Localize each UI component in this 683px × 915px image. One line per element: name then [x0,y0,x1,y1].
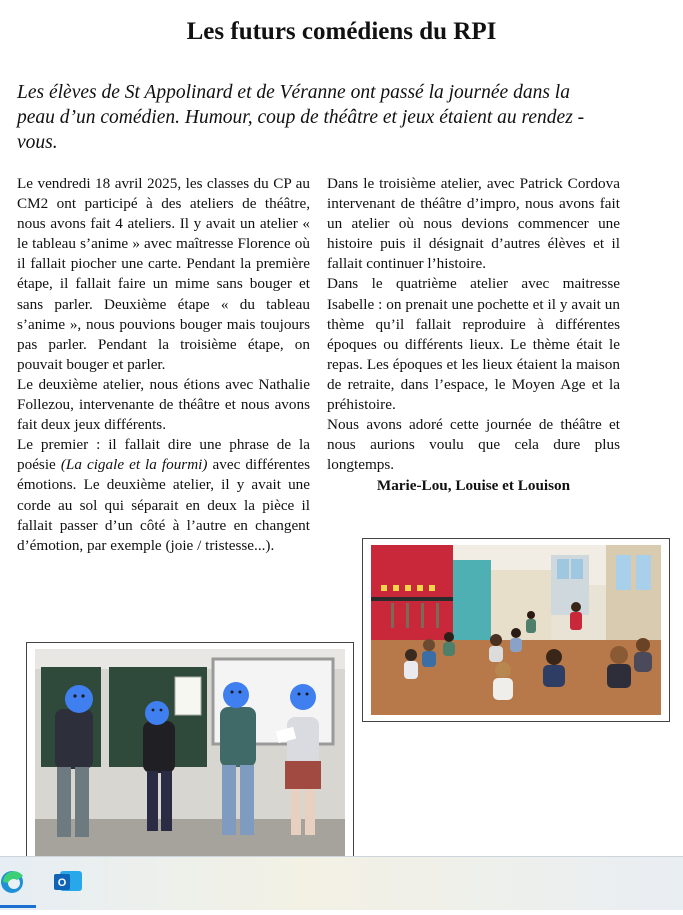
paragraph: Dans le troisième atelier, avec Patrick Cordova intervenant de théâtre d’impro, nous avons fait un atelier où nous devions commencer une histoire puis il désignait d’autres élèves et il fallait continuer l’histoire. [327,175,620,273]
edge-icon [0,857,36,910]
paragraph: Dans le quatrième atelier avec maitresse Isabelle : on prenait une pochette et il y avait un thème qu’il fallait reproduire à différentes époques ou différents lieux. Le thème était le repas. Les époques et les lieux étaient la maison de retraite, dans l’espace, le Moyen Age et la préhistoire. [327,275,620,414]
page-title: Les futurs comédiens du RPI [186,18,497,45]
classroom-photo [371,545,661,715]
outlook-taskbar-button[interactable] [50,857,86,910]
active-app-indicator [0,905,36,908]
paragraph: Le vendredi 18 avril 2025, les classes du CP au CM2 ont participé à des ateliers de théâtre, nous avons fait 4 ateliers. Il y avait un atelier « le tableau s’anime » avec maîtresse Florence où il fallait piocher une carte. Pendant la première étape, il fallait faire un mime sans bouger et sans parler. Deuxième étape « du tableau s’anime », nous pouvions bouger mais toujours pas parler. Pendant la troisième étape, on pouvait bouger et parler. [17,175,310,373]
paragraph-text: Le premier : il fallait dire une phrase de la poésie [17,436,310,474]
photo-frame-classroom [362,538,670,722]
svg-text:O: O [57,877,67,889]
photo-frame-performers [26,642,354,864]
paragraph-text: avec différentes émotions. Le deuxième atelier, il y avait une corde au sol qui séparait en deux la pièce il fallait passer d’un côté à l’autre en changent d’émotion, par exemple (joie / tristesse...). [17,456,310,554]
outlook-icon [50,857,86,910]
paragraph: Le deuxième atelier, nous étions avec Nathalie Follezou, intervenante de théâtre et nous avons fait deux jeux différents. [17,375,310,434]
article-intro: Les élèves de St Appolinard et de Véranne ont passé la journée dans la peau d’un comédien. Humour, coup de théâtre et jeux étaient au rendez - vous. [17,82,585,153]
taskbar [0,856,683,910]
performers-photo-image [35,649,345,857]
left-column [17,174,310,556]
paragraph [17,435,310,556]
edge-taskbar-button[interactable] [0,857,36,910]
right-column [327,174,620,497]
performers-photo [35,649,345,857]
poem-title: (La cigale et la fourmi) [60,456,208,474]
paragraph: Nous avons adoré cette journée de théâtre et nous aurions voulu que cela dure plus longtemps. [327,416,620,474]
author-signature: Marie-Lou, Louise et Louison [376,477,571,495]
classroom-photo-image [371,545,661,715]
